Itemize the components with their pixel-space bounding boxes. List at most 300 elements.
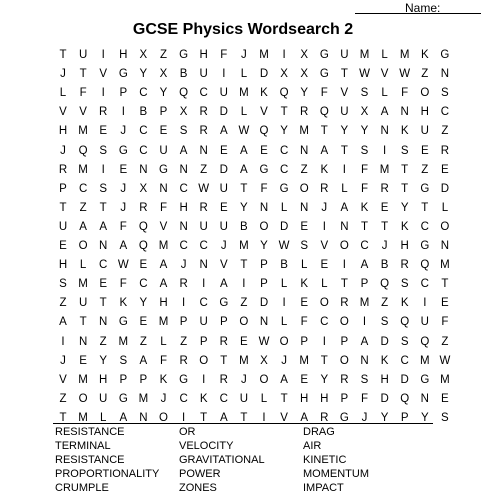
grid-letter: R (320, 411, 329, 424)
grid-letter: Y (159, 87, 168, 100)
grid-letter: D (259, 68, 269, 81)
grid-letter: J (361, 411, 368, 424)
grid-letter: R (199, 125, 208, 138)
grid-letter: Q (138, 240, 148, 252)
grid-letter: L (381, 87, 388, 100)
grid-letter: Y (260, 240, 268, 252)
letter-grid (53, 45, 451, 424)
grid-letter: G (339, 411, 349, 424)
grid-letter: J (241, 49, 247, 61)
grid-letter: C (99, 259, 108, 272)
grid-letter: W (278, 240, 290, 252)
grid-letter: P (340, 335, 349, 348)
grid-letter: F (119, 278, 127, 291)
grid-letter: I (121, 106, 125, 119)
grid-letter: C (400, 354, 409, 367)
grid-letter: U (219, 182, 228, 195)
grid-letter: Y (400, 201, 409, 214)
grid-letter: A (119, 411, 128, 424)
grid-letter: C (179, 182, 188, 195)
grid-letter: T (59, 201, 67, 214)
grid-letter: B (139, 106, 148, 119)
grid-letter: E (159, 125, 168, 138)
grid-letter: I (61, 335, 65, 348)
grid-letter: J (120, 125, 127, 138)
grid-letter: D (440, 182, 450, 195)
grid-letter: N (199, 259, 208, 272)
word-list-item: RESISTANCE (55, 426, 125, 438)
grid-letter: V (320, 240, 329, 252)
grid-letter: I (202, 373, 206, 386)
word-list-item: PROPORTIONALITY (55, 468, 160, 480)
grid-letter: G (319, 68, 329, 81)
grid-letter: T (79, 68, 87, 81)
grid-letter: N (99, 316, 108, 329)
grid-letter: Z (421, 68, 429, 81)
grid-letter: Q (380, 278, 390, 291)
grid-letter: R (219, 335, 228, 348)
grid-letter: T (99, 297, 107, 310)
grid-letter: Z (300, 163, 308, 176)
grid-letter: E (300, 220, 309, 233)
grid-letter: Q (179, 87, 189, 100)
grid-letter: H (58, 125, 68, 138)
grid-letter: C (279, 144, 289, 157)
grid-letter: Z (99, 335, 107, 348)
grid-letter: Y (420, 411, 429, 424)
grid-letter: L (160, 335, 167, 348)
grid-letter: S (300, 240, 309, 252)
grid-letter: G (118, 316, 128, 329)
grid-letter: R (340, 297, 349, 310)
grid-letter: B (179, 68, 188, 81)
grid-letter: J (241, 373, 247, 386)
grid-letter: L (240, 68, 248, 81)
grid-letter: L (59, 87, 67, 100)
grid-letter: J (321, 201, 328, 214)
grid-letter: B (380, 259, 389, 272)
grid-letter: O (319, 297, 329, 310)
grid-letter: R (199, 106, 208, 119)
grid-letter: O (199, 354, 209, 367)
grid-letter: A (219, 278, 228, 291)
grid-letter: F (300, 316, 308, 329)
grid-letter: H (58, 259, 68, 272)
grid-letter: M (379, 163, 390, 176)
grid-letter: L (341, 182, 348, 195)
grid-letter: M (359, 297, 370, 310)
grid-letter: T (240, 411, 248, 424)
divider (53, 423, 433, 424)
grid-letter: I (322, 220, 326, 233)
grid-letter: P (179, 316, 188, 329)
grid-letter: U (219, 87, 228, 100)
grid-letter: K (119, 297, 128, 310)
grid-letter: W (258, 335, 270, 348)
grid-letter: K (199, 392, 208, 405)
grid-letter: E (300, 373, 309, 386)
grid-letter: F (401, 87, 409, 100)
grid-letter: T (320, 354, 328, 367)
word-list-item: TERMINAL (55, 440, 111, 452)
grid-letter: J (60, 354, 66, 367)
grid-letter: B (240, 220, 248, 233)
grid-letter: N (380, 125, 389, 138)
grid-letter: C (420, 220, 429, 233)
grid-letter: N (78, 335, 88, 348)
grid-letter: S (99, 144, 108, 157)
grid-letter: V (59, 373, 67, 386)
grid-letter: G (219, 297, 229, 310)
grid-letter: W (399, 68, 411, 81)
grid-letter: G (420, 373, 430, 386)
grid-letter: J (381, 240, 388, 252)
grid-letter: M (299, 125, 309, 138)
grid-letter: U (420, 125, 429, 138)
grid-letter: I (101, 87, 105, 100)
grid-letter: I (262, 411, 266, 424)
grid-letter: D (380, 335, 389, 348)
grid-letter: T (280, 392, 288, 405)
grid-letter: J (160, 392, 167, 405)
grid-letter: H (159, 297, 168, 310)
grid-letter: S (119, 354, 128, 367)
grid-letter: C (440, 106, 450, 119)
word-list (0, 425, 486, 500)
grid-letter: V (159, 220, 168, 233)
grid-letter: R (199, 201, 208, 214)
grid-letter: A (240, 163, 248, 176)
grid-letter: I (282, 297, 286, 310)
grid-letter: B (280, 259, 288, 272)
grid-letter: D (259, 297, 269, 310)
grid-letter: T (340, 144, 348, 157)
grid-letter: C (139, 144, 148, 157)
grid-letter: Q (78, 144, 88, 157)
grid-letter: K (360, 201, 369, 214)
grid-letter: N (300, 201, 309, 214)
grid-letter: T (340, 278, 348, 291)
grid-letter: G (118, 392, 128, 405)
grid-letter: X (260, 354, 268, 367)
grid-letter: Z (240, 297, 248, 310)
grid-letter: M (239, 354, 249, 367)
grid-letter: J (60, 144, 66, 157)
grid-letter: T (401, 182, 409, 195)
grid-letter: J (120, 201, 127, 214)
grid-letter: T (59, 49, 67, 61)
grid-letter: E (99, 125, 108, 138)
grid-letter: H (400, 240, 409, 252)
grid-letter: I (342, 259, 346, 272)
grid-letter: G (118, 68, 128, 81)
grid-letter: M (239, 87, 249, 100)
grid-letter: L (260, 392, 268, 405)
grid-letter: W (238, 125, 250, 138)
grid-letter: C (420, 278, 429, 291)
grid-letter: I (181, 411, 186, 424)
grid-letter: X (300, 68, 309, 81)
word-list-item: KINETIC (303, 454, 347, 466)
grid-letter: F (119, 220, 127, 233)
grid-letter: Q (138, 220, 148, 233)
grid-letter: U (78, 49, 88, 61)
grid-letter: D (380, 392, 389, 405)
grid-letter: A (119, 240, 128, 252)
grid-letter: O (159, 411, 168, 424)
name-label: Name: (405, 1, 441, 15)
grid-letter: Y (300, 87, 309, 100)
grid-letter: M (440, 373, 450, 386)
grid-letter: K (300, 278, 309, 291)
grid-letter: U (58, 220, 68, 233)
grid-letter: E (300, 297, 309, 310)
grid-letter: F (260, 182, 268, 195)
grid-letter: N (440, 240, 450, 252)
grid-letter: S (400, 278, 409, 291)
grid-letter: O (78, 392, 88, 405)
grid-letter: H (300, 392, 309, 405)
grid-letter: V (380, 68, 389, 81)
grid-letter: A (79, 220, 87, 233)
grid-letter: U (340, 106, 349, 119)
grid-letter: I (423, 297, 427, 310)
grid-letter: Q (400, 392, 410, 405)
grid-letter: M (158, 240, 169, 252)
grid-letter: R (380, 182, 389, 195)
grid-letter: M (399, 49, 410, 61)
grid-letter: P (400, 411, 409, 424)
grid-letter: Y (240, 201, 248, 214)
word-list-item: VELOCITY (179, 440, 234, 452)
grid-letter: A (219, 411, 228, 424)
grid-letter: E (219, 144, 228, 157)
grid-letter: A (99, 220, 108, 233)
grid-letter: H (320, 392, 329, 405)
grid-letter: S (59, 278, 67, 291)
grid-letter: X (159, 68, 168, 81)
grid-letter: C (219, 392, 228, 405)
grid-letter: L (240, 106, 248, 119)
grid-letter: T (240, 182, 248, 195)
grid-letter: E (441, 163, 449, 176)
grid-letter: F (360, 163, 369, 176)
grid-letter: P (340, 392, 349, 405)
grid-letter: C (199, 87, 208, 100)
grid-letter: U (159, 144, 168, 157)
name-field-line[interactable] (355, 13, 481, 14)
grid-letter: Z (381, 297, 389, 310)
word-list-item: RESISTANCE (55, 454, 125, 466)
grid-letter: Z (139, 335, 147, 348)
grid-letter: U (99, 392, 108, 405)
grid-letter: G (259, 163, 269, 176)
grid-letter: M (78, 163, 88, 176)
grid-letter: Y (320, 373, 329, 386)
grid-letter: K (420, 49, 429, 61)
grid-letter: P (199, 335, 208, 348)
grid-letter: I (282, 49, 286, 61)
grid-letter: D (279, 220, 289, 233)
grid-letter: I (322, 335, 326, 348)
grid-letter: F (79, 87, 87, 100)
grid-letter: X (139, 182, 148, 195)
grid-letter: E (320, 259, 329, 272)
grid-letter: M (78, 125, 88, 138)
word-list-item: MOMENTUM (303, 468, 369, 480)
grid-letter: Y (380, 411, 389, 424)
grid-letter: E (441, 297, 449, 310)
grid-letter: T (79, 316, 87, 329)
grid-letter: E (420, 144, 429, 157)
grid-letter: E (441, 392, 449, 405)
grid-letter: N (360, 354, 369, 367)
grid-letter: R (179, 278, 188, 291)
word-list-item: IMPACT (303, 482, 344, 494)
grid-letter: L (300, 259, 308, 272)
grid-letter: C (139, 278, 148, 291)
grid-letter: T (340, 68, 348, 81)
grid-letter: R (300, 106, 309, 119)
grid-letter: Z (200, 163, 208, 176)
grid-letter: J (281, 354, 287, 367)
grid-letter: C (279, 163, 289, 176)
grid-letter: A (240, 144, 248, 157)
grid-letter: G (319, 49, 329, 61)
grid-letter: C (139, 87, 148, 100)
word-list-item: GRAVITATIONAL (179, 454, 265, 466)
grid-letter: A (159, 278, 168, 291)
grid-letter: C (139, 125, 148, 138)
grid-letter: U (199, 68, 208, 81)
grid-letter: A (159, 259, 168, 272)
grid-letter: I (202, 278, 206, 291)
word-list-item: DRAG (303, 426, 335, 438)
grid-letter: E (219, 201, 228, 214)
grid-letter: I (181, 297, 186, 310)
grid-letter: C (320, 316, 329, 329)
grid-letter: V (340, 87, 349, 100)
word-list-item: ZONES (179, 482, 217, 494)
grid-letter: L (321, 278, 328, 291)
grid-letter: F (360, 182, 369, 195)
grid-letter: Z (180, 335, 188, 348)
grid-letter: M (78, 278, 88, 291)
grid-letter: L (280, 316, 288, 329)
grid-letter: M (440, 259, 450, 272)
grid-letter: X (300, 49, 309, 61)
grid-letter: O (259, 373, 269, 386)
grid-letter: Q (420, 335, 430, 348)
grid-letter: P (59, 182, 67, 195)
grid-letter: M (78, 373, 88, 386)
grid-letter: N (300, 144, 309, 157)
grid-letter: E (59, 240, 67, 252)
grid-letter: Z (441, 335, 449, 348)
grid-letter: R (219, 373, 228, 386)
grid-letter: H (119, 49, 128, 61)
grid-letter: G (420, 182, 430, 195)
grid-letter: C (78, 182, 88, 195)
grid-letter: P (219, 316, 228, 329)
grid-letter: N (179, 220, 188, 233)
grid-letter: J (120, 182, 127, 195)
grid-letter: F (220, 49, 228, 61)
grid-letter: U (420, 316, 429, 329)
grid-letter: T (320, 125, 328, 138)
grid-letter: E (380, 201, 389, 214)
grid-letter: K (400, 125, 409, 138)
grid-letter: H (199, 49, 208, 61)
grid-letter: P (119, 373, 128, 386)
grid-letter: W (117, 259, 129, 272)
grid-letter: V (280, 411, 288, 424)
grid-letter: A (280, 373, 288, 386)
grid-letter: A (360, 259, 369, 272)
grid-letter: V (260, 106, 268, 119)
grid-letter: C (360, 240, 369, 252)
grid-letter: Z (59, 297, 67, 310)
grid-letter: G (159, 163, 168, 176)
grid-letter: T (59, 411, 67, 424)
grid-letter: C (179, 240, 188, 252)
grid-letter: L (79, 259, 87, 272)
grid-letter: K (400, 220, 409, 233)
grid-letter: A (360, 335, 369, 348)
page-title: GCSE Physics Wordsearch 2 (132, 21, 354, 38)
grid-letter: P (360, 278, 369, 291)
grid-letter: U (78, 297, 88, 310)
grid-letter: K (260, 87, 268, 100)
grid-letter: A (219, 125, 228, 138)
grid-letter: S (400, 335, 409, 348)
grid-letter: Y (340, 125, 349, 138)
grid-letter: N (199, 144, 208, 157)
grid-letter: X (360, 106, 369, 119)
grid-letter: E (79, 354, 87, 367)
grid-letter: G (179, 49, 189, 61)
grid-letter: D (219, 106, 228, 119)
grid-letter: L (280, 201, 288, 214)
grid-letter: T (200, 411, 208, 424)
grid-letter: G (179, 373, 189, 386)
grid-letter: A (59, 316, 67, 329)
grid-letter: K (159, 373, 168, 386)
grid-letter: H (420, 106, 429, 119)
grid-letter: N (139, 163, 148, 176)
grid-letter: T (381, 220, 389, 233)
grid-letter: R (400, 259, 409, 272)
grid-letter: N (400, 106, 409, 119)
grid-letter: S (99, 182, 108, 195)
grid-letter: N (159, 182, 168, 195)
grid-letter: V (59, 106, 67, 119)
grid-letter: L (280, 278, 288, 291)
grid-letter: F (320, 87, 328, 100)
word-list-item: CRUMPLE (55, 482, 109, 494)
grid-letter: V (219, 259, 228, 272)
grid-letter: O (339, 354, 349, 367)
grid-letter: S (441, 87, 449, 100)
grid-letter: O (420, 87, 430, 100)
grid-letter: M (138, 392, 149, 405)
grid-letter: G (440, 49, 450, 61)
grid-letter: E (139, 259, 148, 272)
grid-letter: Y (139, 297, 148, 310)
grid-letter: G (420, 240, 430, 252)
grid-letter: S (380, 316, 389, 329)
word-list-item: OR (179, 426, 196, 438)
